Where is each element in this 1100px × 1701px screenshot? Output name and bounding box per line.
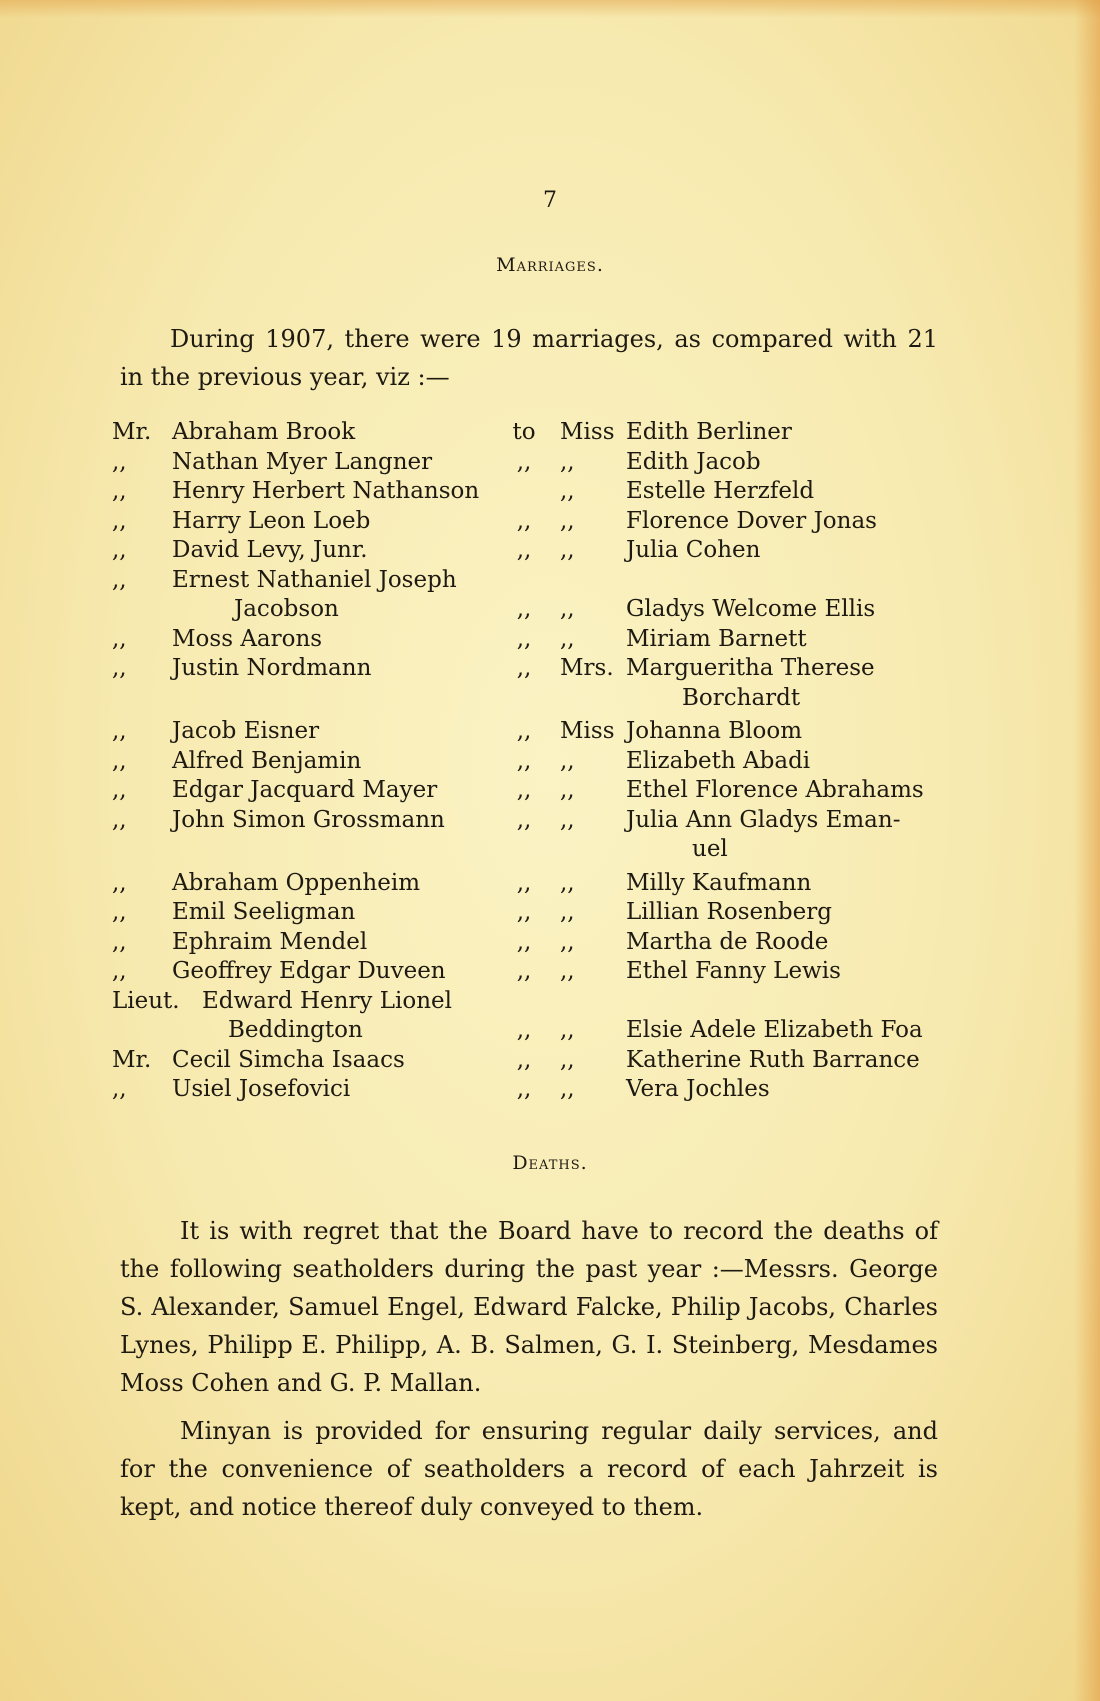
marriage-row [112, 418, 952, 448]
marriage-row [112, 806, 952, 836]
groom-name: Nathan Myer Langner [172, 448, 433, 475]
groom-name: Moss Aarons [172, 625, 323, 652]
bride-name: Vera Jochles [626, 1076, 770, 1102]
groom-name: Justin Nordmann [172, 655, 372, 681]
to-word: ,, [516, 596, 532, 622]
bride-name: Martha de Roode [626, 928, 829, 955]
bride-title: ,, [560, 869, 575, 896]
marriages-heading: Marriages. [496, 254, 604, 276]
marriage-row-continued [112, 684, 952, 714]
bride-name: uel [692, 836, 728, 862]
bride-name: Julia Ann Gladys Eman- [626, 806, 901, 833]
bride-title: ,, [560, 777, 575, 803]
bride-name: Ethel Florence Abrahams [626, 777, 924, 803]
deaths-heading: Deaths. [512, 1152, 588, 1174]
bride-name: Elizabeth Abadi [626, 747, 811, 774]
bride-title: ,, [560, 1046, 575, 1073]
bride-name [626, 566, 952, 596]
paper-top-edge [0, 0, 1100, 18]
groom-title: ,, [112, 928, 127, 955]
bride-title: Mrs. [560, 655, 614, 681]
groom-name: John Simon Grossmann [172, 806, 445, 833]
marriage-row [112, 536, 952, 566]
deaths-paragraph: It is with regret that the Board have to record the deaths of the following seatholders during the past year :—Messrs. George S. Alexander, Samuel Engel, Edward Falcke, Philip Jacobs, Charles Lynes, Philipp E. Philipp, A. B. Salmen, G. I. Steinberg, Mesdames Moss Cohen and G. P. Mallan. [120, 1217, 938, 1397]
bride-name: Katherine Ruth Barrance [626, 1046, 920, 1073]
to-word: ,, [516, 655, 532, 681]
groom-name: Ephraim Mendel [172, 928, 368, 955]
groom-title: ,, [112, 655, 127, 681]
bride-title: ,, [560, 747, 575, 774]
bride-name: Elsie Adele Elizabeth Foa [626, 1017, 923, 1043]
bride-name: Gladys Welcome Ellis [626, 596, 876, 622]
to-word: ,, [516, 448, 532, 475]
groom-name: Usiel Josefovici [172, 1076, 351, 1102]
bride-name: Margueritha Therese [626, 655, 875, 681]
to-word: ,, [516, 1076, 532, 1102]
marriage-row [112, 625, 952, 655]
to-word: ,, [516, 806, 532, 833]
page-number: 7 [543, 188, 557, 213]
bride-title: ,, [560, 1017, 575, 1043]
groom-name: Edward Henry Lionel [202, 987, 452, 1014]
bride-title: ,, [560, 478, 575, 504]
bride-title: ,, [560, 537, 575, 563]
groom-name: Abraham Brook [172, 419, 356, 445]
groom-name [172, 684, 488, 714]
to-word: ,, [516, 958, 532, 984]
groom-title: ,, [112, 869, 127, 896]
groom-title [112, 1016, 172, 1046]
bride-title: Miss [560, 718, 615, 744]
groom-title: ,, [112, 718, 127, 744]
marriage-row [112, 776, 952, 806]
to-word: ,, [516, 899, 532, 925]
groom-title [112, 835, 172, 865]
groom-title: Mr. [112, 1046, 152, 1073]
groom-name: Ernest Nathaniel Joseph [172, 566, 457, 593]
groom-name: Beddington [228, 1017, 363, 1043]
groom-name: Jacobson [234, 596, 339, 622]
marriage-row [112, 507, 952, 537]
marriages-intro: During 1907, there were 19 marriages, as compared with 21 in the previous year, viz :— [120, 325, 938, 391]
bride-name: Borchardt [682, 684, 801, 711]
groom-title: ,, [112, 537, 127, 563]
to-word: ,, [516, 718, 532, 744]
bride-name: Milly Kaufmann [626, 869, 812, 896]
groom-title: ,, [112, 777, 127, 803]
bride-title [560, 835, 626, 865]
bride-title [560, 684, 626, 714]
marriage-row [112, 957, 952, 987]
marriage-row [112, 654, 952, 684]
bride-title [560, 987, 626, 1017]
groom-title: ,, [112, 566, 127, 593]
bride-name: Julia Cohen [626, 537, 761, 563]
to-word: ,, [516, 869, 532, 896]
groom-title: ,, [112, 1076, 127, 1102]
to-word: to [512, 419, 536, 445]
marriage-row [112, 717, 952, 747]
bride-title [560, 566, 626, 596]
marriage-row [112, 448, 952, 478]
bride-name: Lillian Rosenberg [626, 899, 832, 925]
marriage-row-continued [112, 1016, 952, 1046]
groom-name: Cecil Simcha Isaacs [172, 1046, 405, 1073]
to-word [488, 987, 560, 1017]
minyan-paragraph: Minyan is provided for ensuring regular daily services, and for the convenience of seatholders a record of each Jahrzeit is kept, and notice thereof duly conveyed to them. [120, 1417, 938, 1521]
groom-title [112, 684, 172, 714]
to-word: ,, [516, 928, 532, 955]
marriage-row [112, 869, 952, 899]
to-word [488, 566, 560, 596]
groom-title: ,, [112, 625, 127, 652]
groom-name: Edgar Jacquard Mayer [172, 777, 438, 803]
bride-name: Edith Jacob [626, 448, 761, 475]
to-word: ,, [516, 777, 532, 803]
groom-name: Alfred Benjamin [172, 747, 362, 774]
groom-title: ,, [112, 507, 127, 534]
bride-title: ,, [560, 806, 575, 833]
groom-name: Geoffrey Edgar Duveen [172, 958, 446, 984]
marriage-row [112, 1075, 952, 1105]
groom-name [172, 835, 488, 865]
groom-title: ,, [112, 958, 127, 984]
bride-title: ,, [560, 958, 575, 984]
groom-name: Henry Herbert Nathanson [172, 478, 480, 504]
to-word [488, 835, 560, 865]
bride-title: ,, [560, 448, 575, 475]
to-word: ,, [516, 1046, 532, 1073]
groom-title: ,, [112, 899, 127, 925]
to-word: ,, [516, 507, 532, 534]
bride-name: Florence Dover Jonas [626, 507, 877, 534]
to-word [488, 477, 560, 507]
to-word: ,, [516, 1017, 532, 1043]
groom-name: David Levy, Junr. [172, 537, 368, 563]
marriage-row-continued [112, 595, 952, 625]
groom-title: Mr. [112, 419, 152, 445]
to-word: ,, [516, 747, 532, 774]
groom-name: Harry Leon Loeb [172, 507, 371, 534]
bride-name: Estelle Herzfeld [626, 478, 815, 504]
bride-title: Miss [560, 419, 615, 445]
marriage-row [112, 566, 952, 596]
groom-name: Abraham Oppenheim [172, 869, 421, 896]
groom-name: Jacob Eisner [172, 718, 320, 744]
groom-title [112, 595, 172, 625]
bride-title: ,, [560, 596, 575, 622]
marriages-list [112, 418, 952, 1105]
groom-name: Emil Seeligman [172, 899, 356, 925]
bride-name: Johanna Bloom [626, 718, 803, 744]
marriage-row-continued [112, 835, 952, 865]
groom-title: ,, [112, 478, 127, 504]
groom-title: ,, [112, 806, 127, 833]
bride-title: ,, [560, 899, 575, 925]
bride-name: Miriam Barnett [626, 625, 807, 652]
bride-name: Ethel Fanny Lewis [626, 958, 841, 984]
to-word [488, 684, 560, 714]
marriage-row [112, 477, 952, 507]
marriage-row [112, 898, 952, 928]
marriage-row [112, 987, 952, 1017]
bride-name: Edith Berliner [626, 419, 792, 445]
to-word: ,, [516, 537, 532, 563]
marriage-row [112, 747, 952, 777]
groom-title: Lieut. [112, 987, 180, 1014]
groom-title: ,, [112, 448, 127, 475]
bride-title: ,, [560, 625, 575, 652]
groom-title: ,, [112, 747, 127, 774]
bride-title: ,, [560, 507, 575, 534]
bride-title: ,, [560, 1076, 575, 1102]
bride-title: ,, [560, 928, 575, 955]
marriage-row [112, 1046, 952, 1076]
to-word: ,, [516, 625, 532, 652]
marriage-row [112, 928, 952, 958]
bride-name [626, 987, 952, 1017]
